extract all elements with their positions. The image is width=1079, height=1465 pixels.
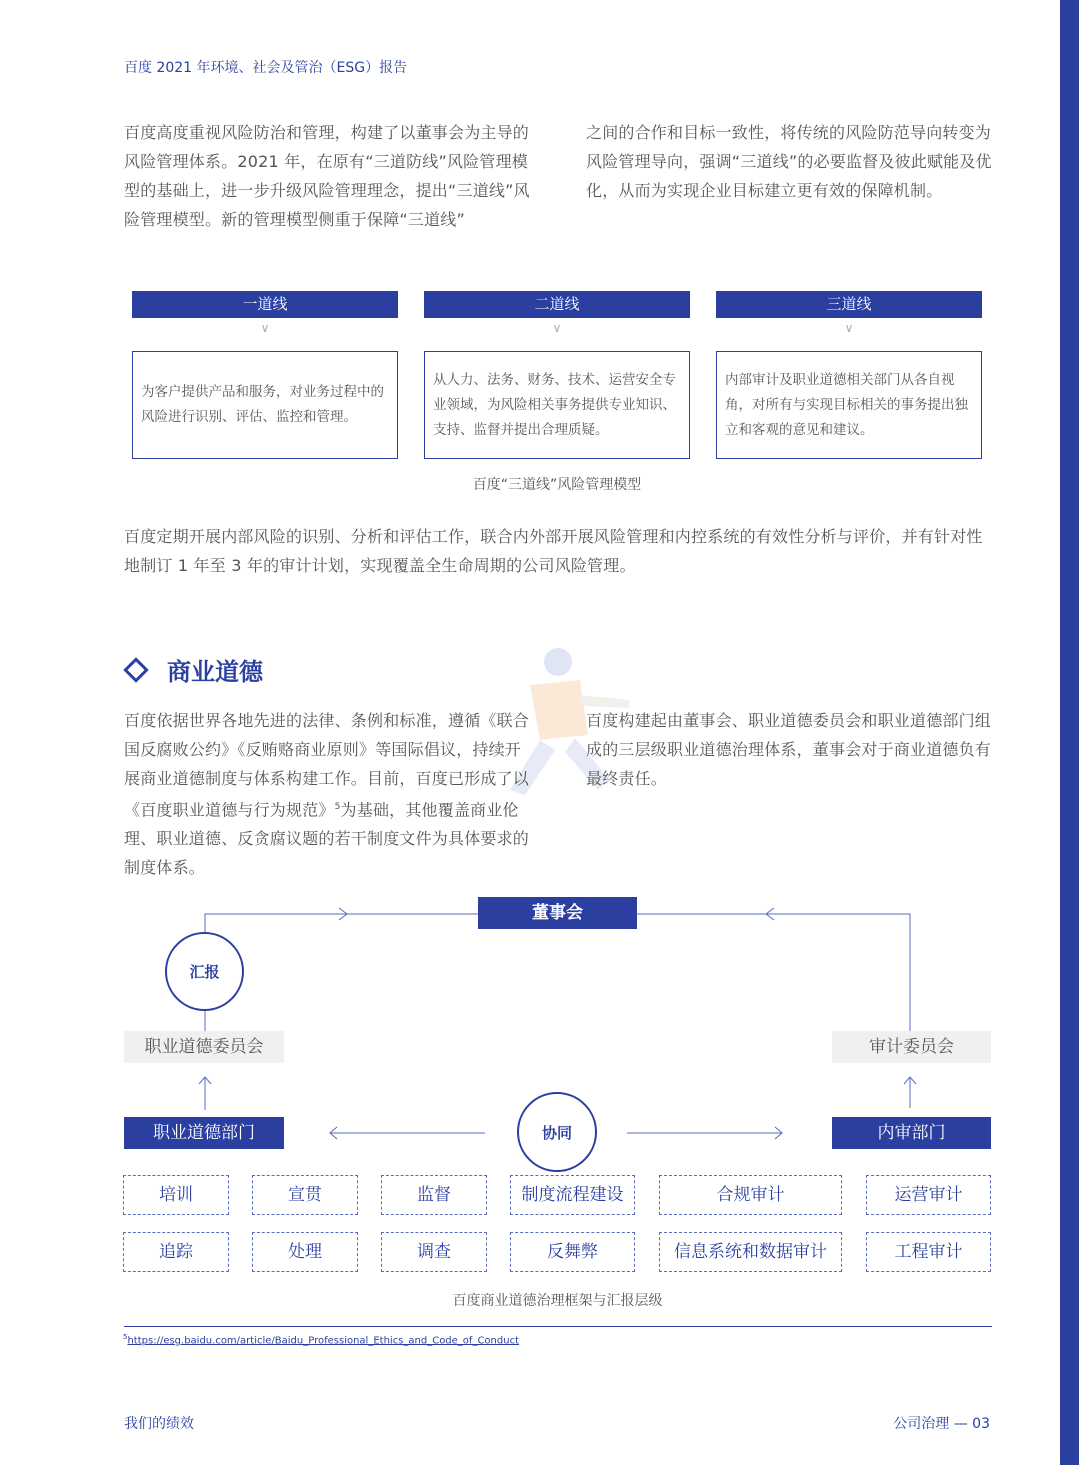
report-header-title: 百度 2021 年环境、社会及管治（ESG）报告 [124, 60, 408, 76]
audit-dept-box: 内审部门 [832, 1117, 991, 1149]
line-1-header: 一道线 [132, 291, 398, 318]
function-box: 制度流程建设 [510, 1175, 635, 1215]
audit-committee-box: 审计委员会 [832, 1031, 991, 1063]
function-box: 处理 [252, 1232, 358, 1272]
ethics-paragraph-left-a: 百度依据世界各地先进的法律、条例和标准，遵循《联合国反腐败公约》《反贿赂商业原则》等国际倡议，持续开展商业道德制度与体系构建工作。目前，百度已形成了以《百度职业道德与行为规范》 [124, 711, 530, 820]
collab-circle: 协同 [517, 1092, 597, 1172]
function-box: 运营审计 [866, 1175, 991, 1215]
chevron-down-icon: ∨ [552, 321, 562, 335]
three-lines-caption: 百度“三道线”风险管理模型 [472, 477, 642, 493]
function-box: 监督 [381, 1175, 487, 1215]
footnote-divider [124, 1326, 992, 1327]
connector-left [205, 914, 478, 1032]
footnote [123, 1333, 519, 1346]
report-circle: 汇报 [165, 932, 244, 1011]
footnote-mark: 5 [334, 802, 341, 812]
function-box: 宣贯 [252, 1175, 358, 1215]
footer-right: 公司治理 — 03 [893, 1416, 990, 1432]
function-box: 调查 [381, 1232, 487, 1272]
chevron-down-icon: ∨ [844, 321, 854, 335]
function-box: 信息系统和数据审计 [659, 1232, 842, 1272]
ethics-dept-box: 职业道德部门 [124, 1117, 284, 1149]
line-3-header: 三道线 [716, 291, 982, 318]
footnote-link[interactable]: https://esg.baidu.com/article/Baidu_Professional_Ethics_and_Code_of_Conduct [127, 1335, 519, 1347]
ethics-committee-box: 职业道德委员会 [124, 1031, 284, 1063]
footnote-number: 5 [123, 1333, 128, 1341]
line-1-text: 为客户提供产品和服务，对业务过程中的风险进行识别、评估、监控和管理。 [141, 384, 384, 425]
function-box: 反舞弊 [510, 1232, 635, 1272]
function-box: 合规审计 [659, 1175, 842, 1215]
function-box: 工程审计 [866, 1232, 991, 1272]
line-2-header: 二道线 [424, 291, 690, 318]
risk-paragraph-left: 百度高度重视风险防治和管理，构建了以董事会为主导的风险管理体系。2021 年，在原有“三道防线”风险管理模型的基础上，进一步升级风险管理理念，提出“三道线”风险管理模型。新的管理模型侧重于保障“三道线” [124, 123, 530, 229]
org-chart-caption: 百度商业道德治理框架与汇报层级 [452, 1293, 663, 1309]
section-title-text: 商业道德 [167, 658, 263, 686]
board-box: 董事会 [478, 897, 637, 929]
line-3-text: 内部审计及职业道德相关部门从各自视角，对所有与实现目标相关的事务提出独立和客观的意见和建议。 [725, 371, 968, 438]
risk-paragraph-full: 百度定期开展内部风险的识别、分析和评估工作，联合内外部开展风险管理和内控系统的有效性分析与评价，并有针对性地制订 1 年至 3 年的审计计划，实现覆盖全生命周期的公司风险管理。 [124, 527, 983, 575]
footer-left: 我们的绩效 [124, 1416, 194, 1432]
function-box: 追踪 [123, 1232, 229, 1272]
ethics-paragraph-right: 百度构建起由董事会、职业道德委员会和职业道德部门组成的三层级职业道德治理体系，董事会对于商业道德负有最终责任。 [586, 711, 992, 788]
ethics-paragraph-left-b: 为基础，其他覆盖商业伦理、职业道德、反贪腐议题的若干制度文件为具体要求的制度体系。 [124, 800, 530, 878]
connector-right [637, 914, 910, 1032]
function-box: 培训 [123, 1175, 229, 1215]
line-2-text: 从人力、法务、财务、技术、运营安全专业领域，为风险相关事务提供专业知识、支持、监督并提出合理质疑。 [433, 371, 676, 438]
chevron-down-icon: ∨ [260, 321, 270, 335]
risk-paragraph-right: 之间的合作和目标一致性，将传统的风险防范导向转变为风险管理导向，强调“三道线”的必要监督及彼此赋能及优化，从而为实现企业目标建立更有效的保障机制。 [586, 123, 992, 200]
side-accent-bar [1060, 0, 1079, 1465]
